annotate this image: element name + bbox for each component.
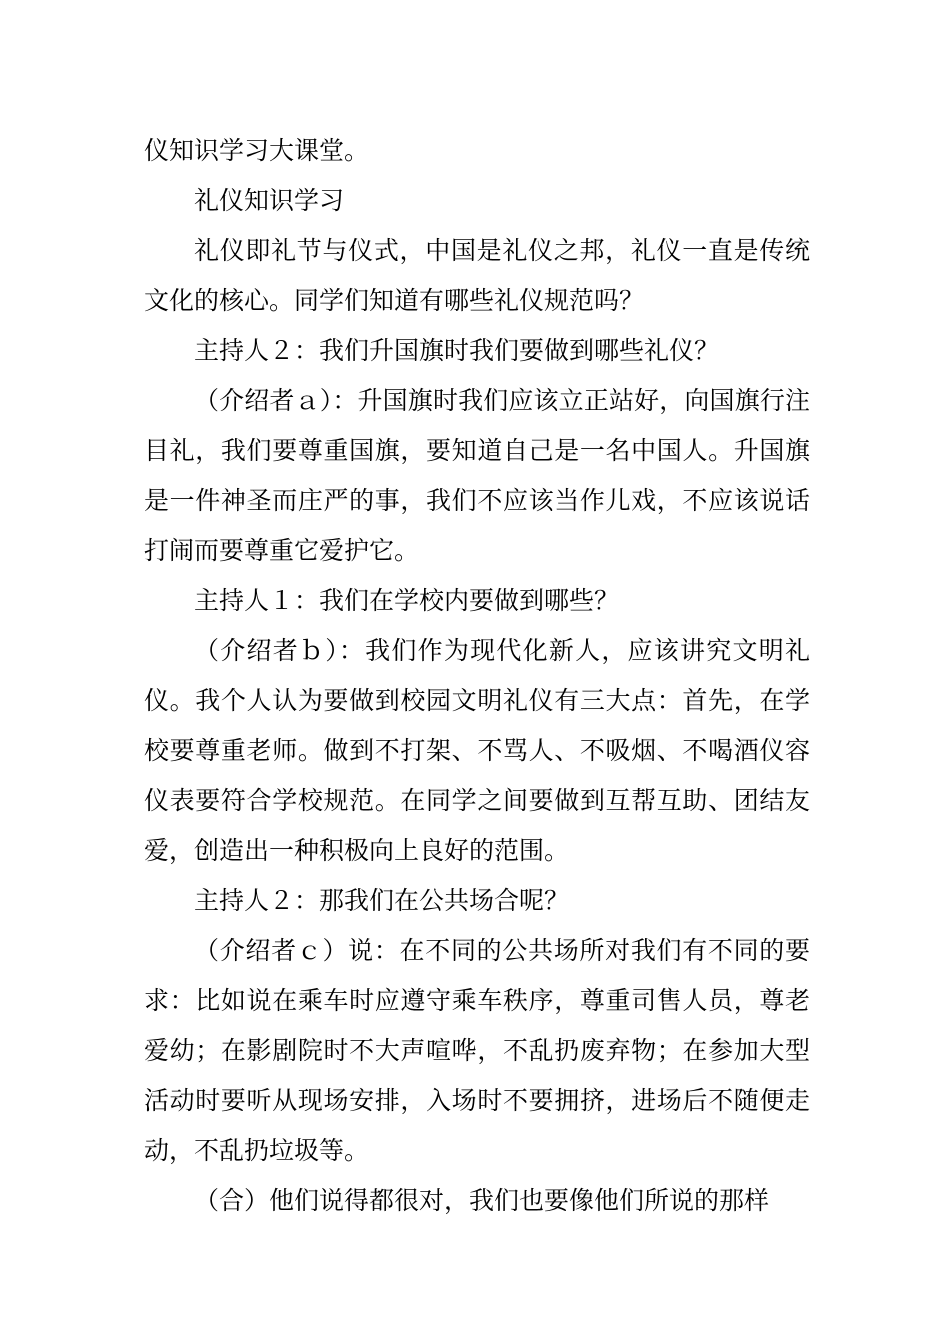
section-heading: 礼仪知识学习 bbox=[194, 186, 345, 215]
host2-question-flag: 主持人２：我们升国旗时我们要做到哪些礼仪？ bbox=[194, 336, 720, 365]
document-body bbox=[144, 126, 810, 1226]
paragraph-continuation: 仪知识学习大课堂。 bbox=[144, 136, 370, 165]
chorus-line: （合）他们说得都很对，我们也要像他们所说的那样 bbox=[194, 1186, 770, 1215]
host1-question-school: 主持人１：我们在学校内要做到哪些？ bbox=[194, 586, 620, 615]
presenter-c-answer: （介绍者ｃ）说：在不同的公共场所对我们有不同的要求：比如说在乘车时应遵守乘车秩序，尊重司售人员，尊老爱幼；在影剧院时不大声喧哗，不乱扔废弃物；在参加大型活动时要听从现场安排，入场时不要拥挤，进场后不随便走动，不乱扔垃圾等。 bbox=[144, 936, 810, 1165]
presenter-a-answer: （介绍者ａ）：升国旗时我们应该立正站好，向国旗行注目礼，我们要尊重国旗，要知道自己是一名中国人。升国旗是一件神圣而庄严的事，我们不应该当作儿戏，不应该说话打闹而要尊重它爱护它。 bbox=[144, 386, 810, 565]
presenter-b-answer: （介绍者ｂ）：我们作为现代化新人，应该讲究文明礼仪。我个人认为要做到校园文明礼仪有三大点：首先，在学校要尊重老师。做到不打架、不骂人、不吸烟、不喝酒仪容仪表要符合学校规范。在同学之间要做到互帮互助、团结友爱，创造出一种积极向上良好的范围。 bbox=[144, 636, 810, 865]
host2-question-public: 主持人２：那我们在公共场合呢？ bbox=[194, 886, 570, 915]
paragraph-intro: 礼仪即礼节与仪式，中国是礼仪之邦，礼仪一直是传统文化的核心。同学们知道有哪些礼仪规范吗？ bbox=[144, 236, 810, 315]
